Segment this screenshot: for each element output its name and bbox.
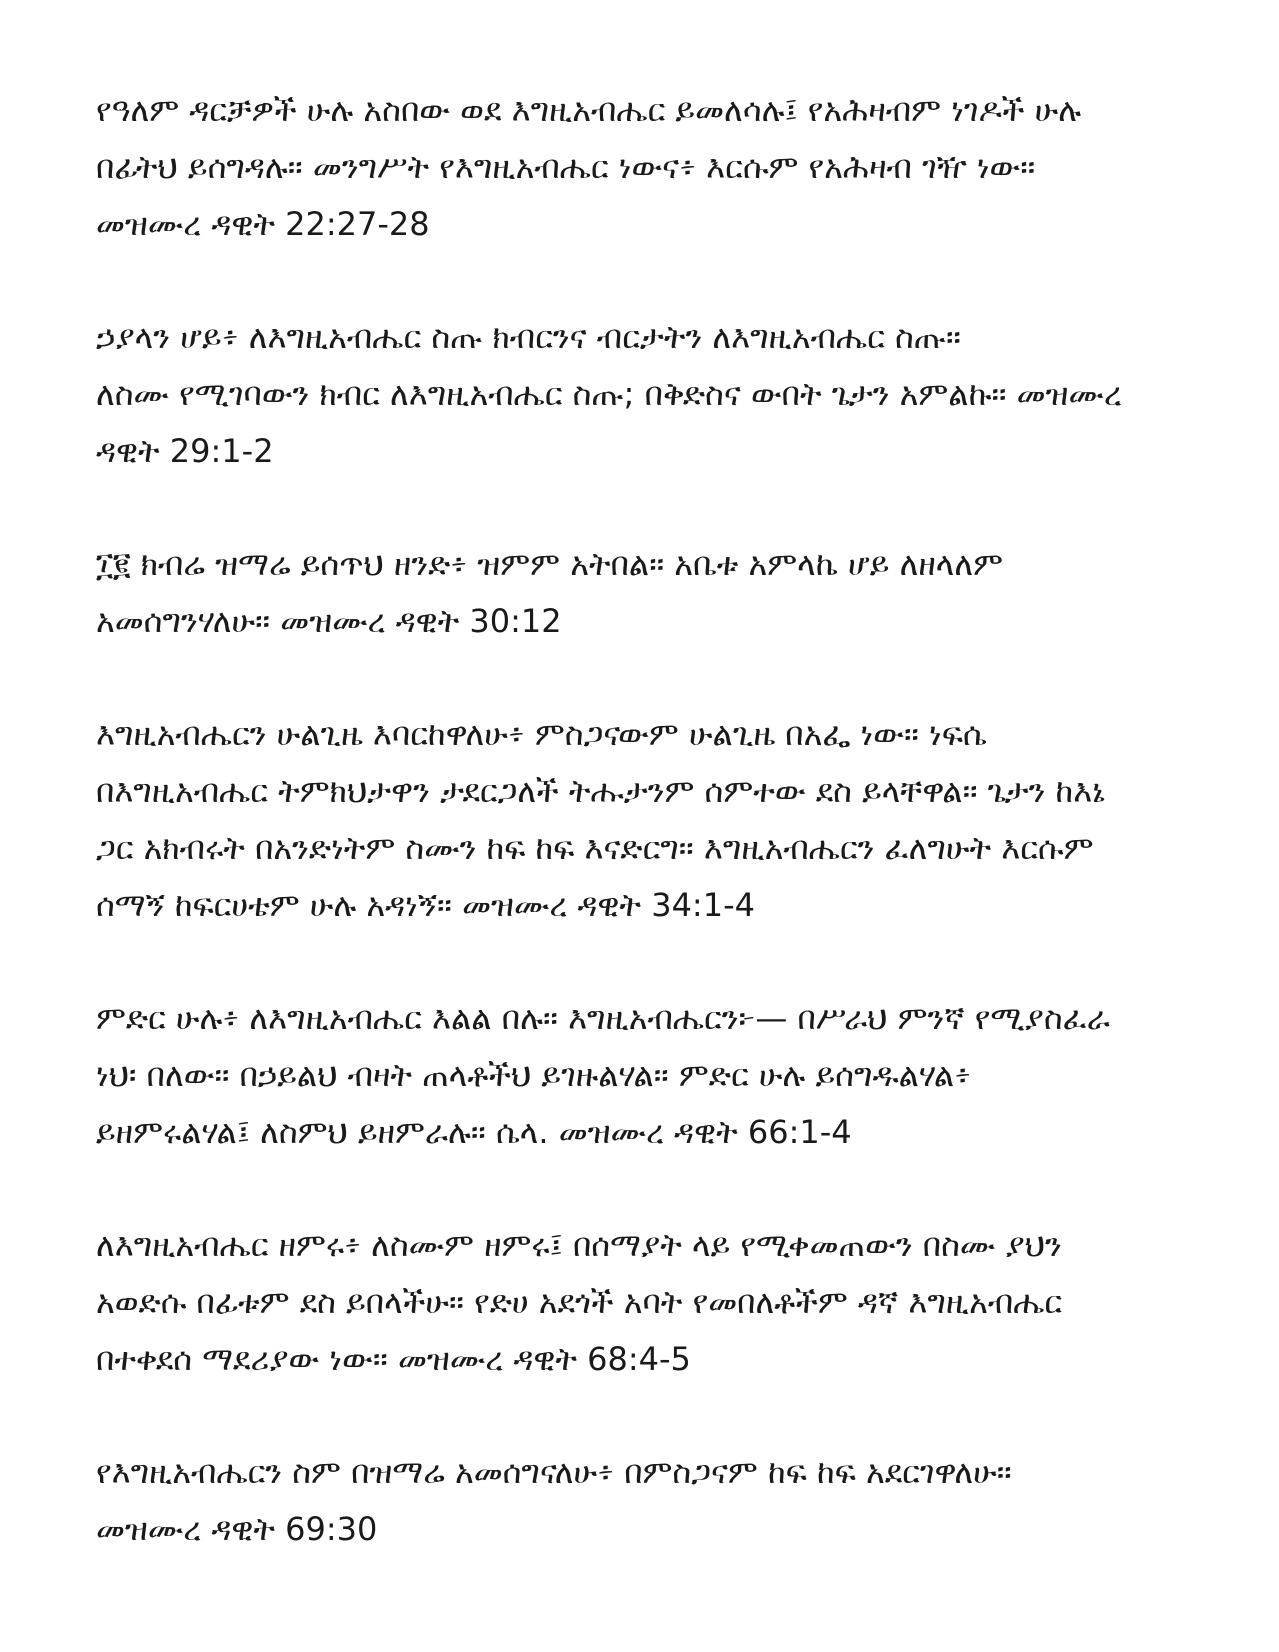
verse-line: ጋር አክብሩት በአንድነትም ስሙን ከፍ ከፍ እናድርግ። እግዚአብሔርን ፈለግሁት እርሱም (96, 829, 1094, 867)
verse-reference: በተቀደሰ ማደሪያው ነው። መዝሙረ ዳዊት 68:4-5 (96, 1340, 691, 1378)
verse-reference: ዳዊት 29:1-2 (96, 432, 274, 470)
document-page (96, 82, 1206, 1614)
verse-reference: መዝሙረ ዳዊት 22:27-28 (96, 205, 430, 243)
verse-line: በፊትህ ይሰግዳሉ። መንግሥት የእግዚአብሔር ነውና፥ እርሱም የአሕዛብ ገዥ ነው። (96, 148, 1036, 186)
verse-passage-3 (96, 536, 1206, 650)
verse-line: ነህ፡ በለው። በኃይልህ ብዛት ጠላቶችህ ይገዙልሃል። ምድር ሁሉ ይሰግዱልሃል፥ (96, 1056, 972, 1094)
verse-line: የእግዚአብሔርን ስም በዝማሬ አመሰግናለሁ፥ በምስጋናም ከፍ ከፍ አደርገዋለሁ። (96, 1453, 1012, 1491)
verse-passage-5 (96, 990, 1206, 1161)
verse-reference: ሰማኝ ከፍርሀቴም ሁሉ አዳነኝ። መዝሙረ ዳዊት 34:1-4 (96, 886, 755, 924)
verse-reference: መዝሙረ ዳዊት 69:30 (96, 1510, 378, 1548)
verse-line: ምድር ሁሉ፥ ለእግዚአብሔር እልል በሉ። እግዚአብሔርን፦— በሥራህ ምንኛ የሚያስፈራ (96, 999, 1110, 1037)
verse-line: ለስሙ የሚገባውን ክብር ለእግዚአብሔር ስጡ; በቅድስና ውበት ጌታን አምልኩ። መዝሙረ (96, 375, 1122, 413)
verse-line: ኃያላን ሆይ፥ ለእግዚአብሔር ስጡ ክብርንና ብርታትን ለእግዚአብሔር ስጡ። (96, 318, 961, 356)
verse-line: ፲፪ ክብሬ ዝማሬ ይሰጥህ ዘንድ፥ ዝምም አትበል። አቤቱ አምላኬ ሆይ ለዘላለም (96, 545, 1004, 583)
verse-line: ለእግዚአብሔር ዘምሩ፥ ለስሙም ዘምሩ፤ በሰማያት ላይ የሚቀመጠውን በስሙ ያህን (96, 1226, 1062, 1264)
verse-passage-6 (96, 1217, 1206, 1388)
verse-reference: ይዘምሩልሃል፤ ለስምህ ይዘምራሉ። ሴላ. መዝሙረ ዳዊት 66:1-4 (96, 1113, 852, 1151)
verse-reference: አመሰግንሃለሁ። መዝሙረ ዳዊት 30:12 (96, 602, 562, 640)
verse-passage-1 (96, 82, 1206, 253)
verse-passage-7 (96, 1444, 1206, 1558)
verse-line: አወድሱ በፊቱም ደስ ይበላችሁ። የድሀ አደጎች አባት የመበለቶችም ዳኛ እግዚአብሔር (96, 1283, 1063, 1321)
verse-passage-2 (96, 309, 1206, 480)
verse-line: እግዚአብሔርን ሁልጊዜ እባርከዋለሁ፥ ምስጋናውም ሁልጊዜ በአፌ ነው። ነፍሴ (96, 715, 987, 753)
verse-line: በእግዚአብሔር ትምክህታዋን ታደርጋለች ትሑታንም ሰምተው ደስ ይላቸዋል። ጌታን ከእኔ (96, 772, 1105, 810)
verse-passage-4 (96, 706, 1206, 934)
verse-line: የዓለም ዳርቻዎች ሁሉ አስበው ወደ እግዚአብሔር ይመለሳሉ፤ የአሕዛብም ነገዶች ሁሉ (96, 91, 1082, 129)
